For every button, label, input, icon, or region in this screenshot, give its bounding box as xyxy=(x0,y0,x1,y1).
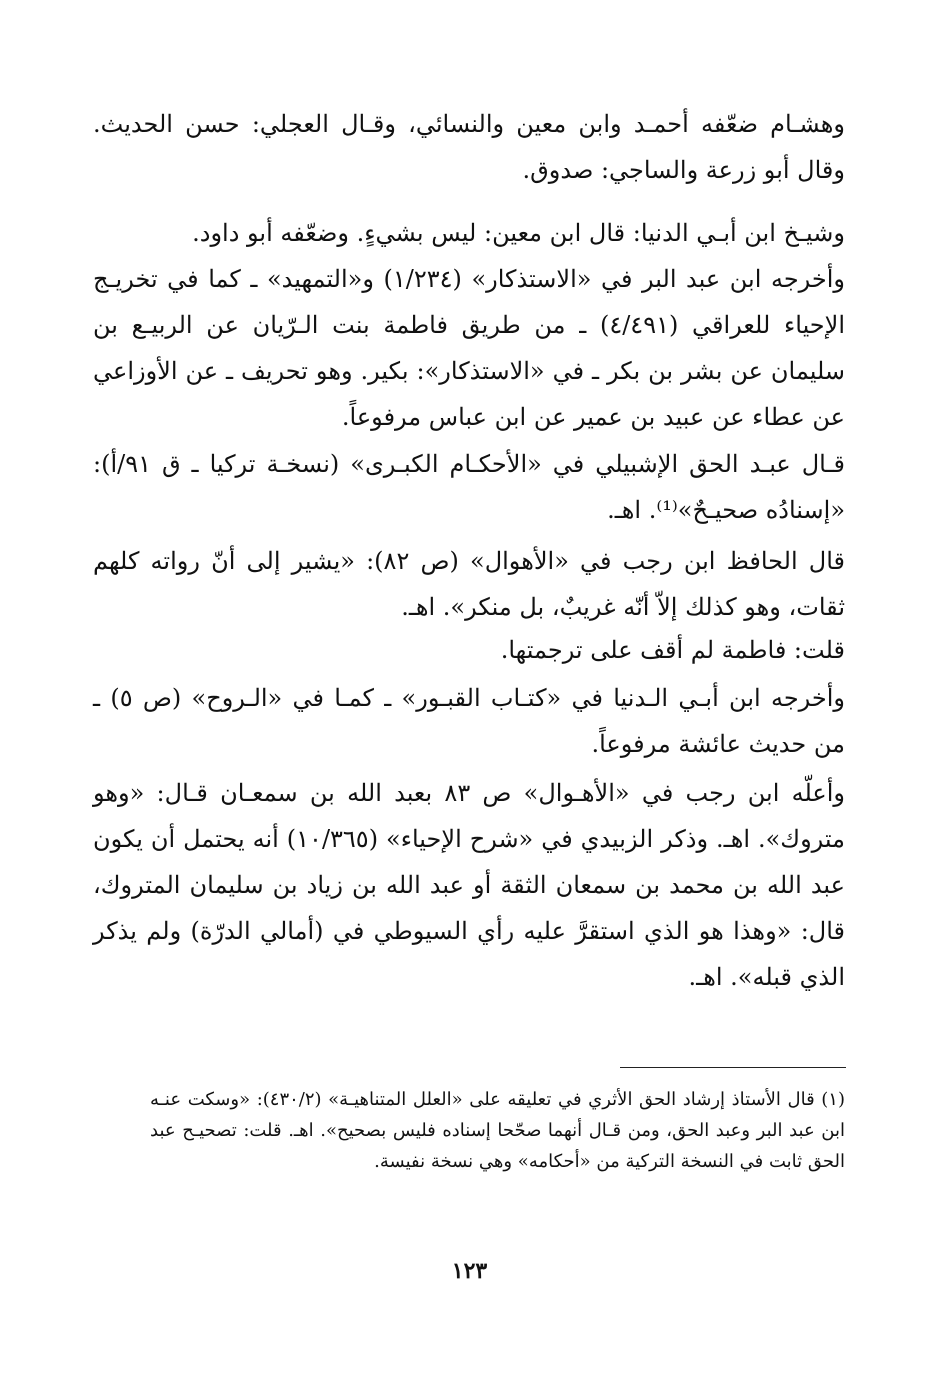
footnote-separator xyxy=(620,1067,846,1068)
paragraph-shaykh: وشيـخ ابن أبـي الدنيا: قال ابن معين: ليس بشيءٍ. وضعّفه أبو داود. xyxy=(192,219,845,247)
paragraph-hisham: وهشـام ضعّفه أحمـد وابن معين والنسائي، وقـال العجلي: حسن الحديث. وقال أبو زرعة والساجي: صدوق. xyxy=(93,110,845,184)
paragraph-ibn-rajab: قال الحافظ ابن رجب في «الأهوال» (ص ٨٢): «يشير إلى أنّ رواته كلهم ثقات، وهو كذلك إلاّ أنّه غريبٌ، بل منكر». اهـ. xyxy=(93,547,845,621)
paragraph-ibn-abd-albarr: وأخرجه ابن عبد البر في «الاستذكار» (١/٢٣٤) و«التمهيد» ـ كما في تخريـج الإحياء للعراقي (٤/٤٩١) ـ من طريق فاطمة بنت الـرّيان عن الربيـع بن سليمان عن بشر بن بكر ـ في «الاستذكار»: بكير. وهو تحريف ـ عن الأوزاعي عن عطاء عن عبيد بن عمير عن ابن عباس مرفوعاً. xyxy=(93,265,845,431)
footnote-1: (١) قال الأستاذ إرشاد الحق الأثري في تعليقه على «العلل المتناهيـة» (٤٣٠/٢): «وسكت عنـه ابن عبد البر وعبد الحق، ومن قـال أنهما صحّحا إسناده فليس بصحيح». اهـ. قلت: تصحيـح عبد الحق ثابت في النسخة التركية من «أحكامه» وهي نسخة نفيسة. xyxy=(150,1089,845,1172)
paragraph-qultu: قلت: فاطمة لم أقف على ترجمتها. xyxy=(500,636,845,664)
paragraph-kitab-alqubur: وأخرجه ابن أبـي الـدنيا في «كتـاب القبـور» ـ كمـا في «الـروح» (ص ٥) ـ من حديث عائشة مرفوعاً. xyxy=(93,684,845,758)
paragraph-illah: وأعلّه ابن رجب في «الأهـوال» ص ٨٣ بعبد الله بن سمعـان قـال: «وهو متروك». اهـ. وذكر الزبيدي في «شرح الإحياء» (١٠/٣٦٥) أنه يحتمل أن يكون عبد الله بن محمد بن سمعان الثقة أو عبد الله بن زياد بن سليمان المتروك، قال: «وهذا هو الذي استقرَّ عليه رأي السيوطي في (أمالي الدرّة) ولم يذكر الذي قبله». اهـ. xyxy=(93,779,846,991)
paragraph-abd-alhaqq: قـال عبـد الحق الإشبيلي في «الأحكـام الكبـرى» (نسخـة تركيا ـ ق ٩١/أ): «إسنادُه صحيـحٌ»⁽¹⁾. اهـ. xyxy=(93,450,845,524)
page-number: ١٢٣ xyxy=(451,1258,488,1284)
